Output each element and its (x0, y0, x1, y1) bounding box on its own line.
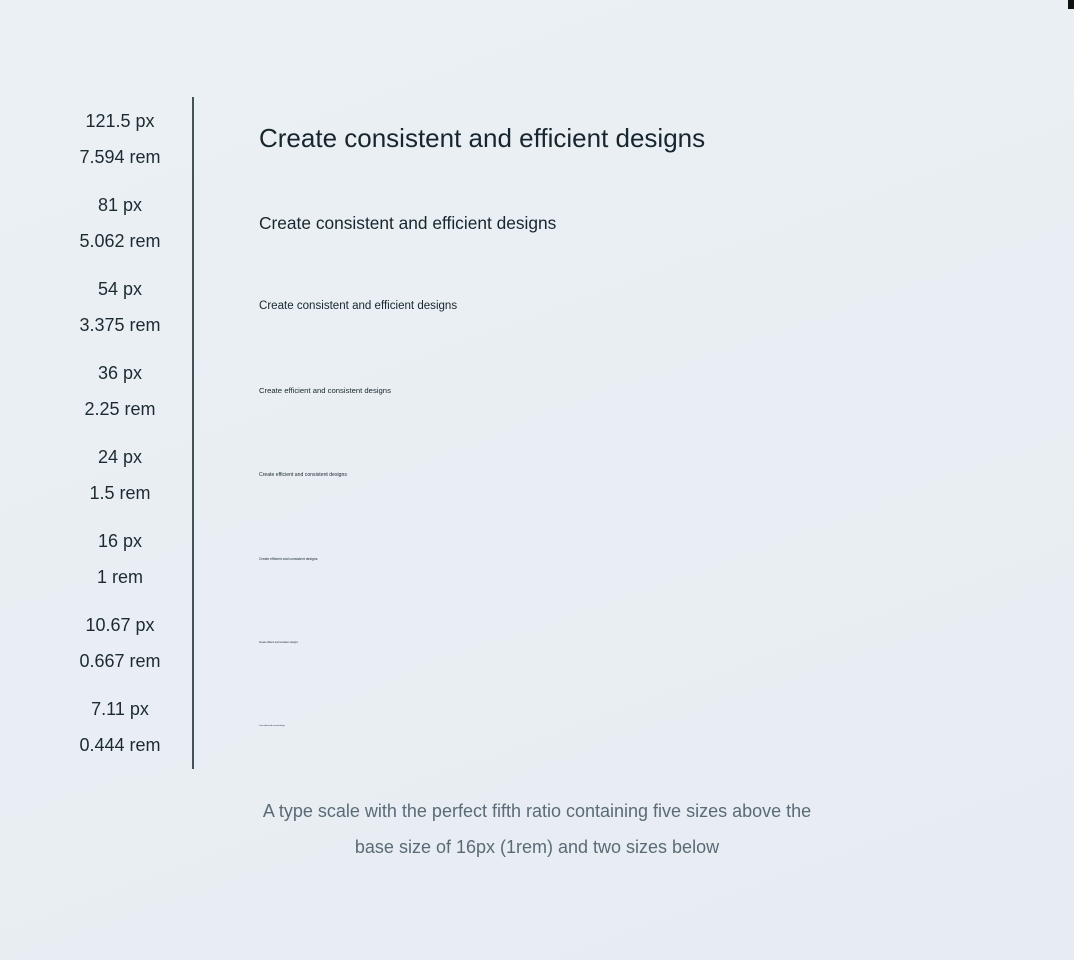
scale-caption (0, 793, 1074, 865)
scale-row (0, 265, 1074, 349)
size-px-label: 36 px (97, 363, 143, 383)
caption-line-2: base size of 16px (1rem) and two sizes below (354, 837, 720, 857)
type-scale-preview (0, 97, 1074, 769)
size-labels (40, 691, 200, 763)
size-labels (40, 271, 200, 343)
sample-text[interactable]: Create consistent and efficient designs (259, 300, 458, 313)
size-px-label: 7.11 px (91, 699, 149, 719)
size-rem-label: 1 rem (96, 567, 143, 587)
sample-text[interactable]: Create efficient and consistent designs (259, 386, 391, 396)
size-px-label: 16 px (97, 531, 143, 551)
size-labels (40, 607, 200, 679)
size-rem-label: 0.667 rem (79, 651, 161, 671)
size-labels (40, 355, 200, 427)
size-labels (40, 187, 200, 259)
sample-text[interactable]: Create consistent and efficient designs (259, 212, 557, 233)
sample-text[interactable]: Create consistent and efficient designs (259, 123, 706, 154)
scale-row (0, 349, 1074, 433)
size-labels (40, 439, 200, 511)
caption-line-1: A type scale with the perfect fifth ratio containing five sizes above the (262, 801, 812, 821)
size-rem-label: 5.062 rem (79, 231, 161, 251)
scale-row (0, 601, 1074, 685)
size-px-label: 10.67 px (85, 615, 155, 635)
size-px-label: 24 px (97, 447, 143, 467)
sample-text[interactable]: Create efficient and consistent designs (259, 471, 347, 478)
scale-rows (0, 97, 1074, 769)
size-labels (40, 523, 200, 595)
size-rem-label: 2.25 rem (84, 399, 156, 419)
sample-text[interactable]: Create efficient and consistent designs (259, 641, 298, 644)
scale-row (0, 517, 1074, 601)
scale-divider-line (192, 97, 194, 769)
sample-text[interactable]: Create efficient and consistent designs (259, 726, 286, 728)
size-labels (40, 103, 200, 175)
size-px-label: 81 px (97, 195, 143, 215)
size-px-label: 54 px (97, 279, 143, 299)
size-rem-label: 0.444 rem (79, 735, 161, 755)
size-rem-label: 3.375 rem (79, 315, 161, 335)
screen-corner-artifact (1068, 0, 1074, 9)
sample-text[interactable]: Create efficient and consistent designs (259, 556, 318, 561)
size-px-label: 121.5 px (85, 111, 155, 131)
scale-row (0, 97, 1074, 181)
size-rem-label: 7.594 rem (79, 147, 161, 167)
scale-row (0, 685, 1074, 769)
size-rem-label: 1.5 rem (89, 483, 151, 503)
scale-row (0, 433, 1074, 517)
scale-row (0, 181, 1074, 265)
